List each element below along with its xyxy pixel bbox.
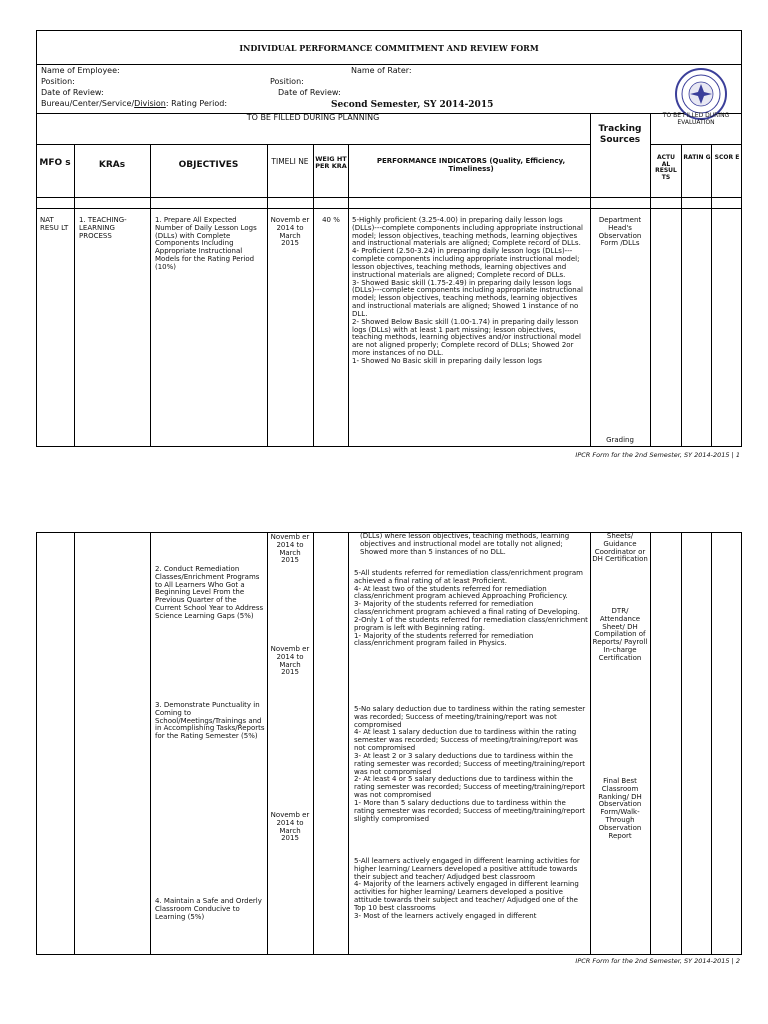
tracking-continued: Sheets/ Guidance Coordinator or DH Certification <box>592 532 648 564</box>
timeline-obj3: Novemb er 2014 to March 2015 <box>270 645 310 677</box>
indicators-obj4 <box>354 858 588 921</box>
employee-label: Name of Employee: <box>41 66 120 75</box>
col-timeline: TIMELI NE <box>271 157 309 166</box>
timeline-cell: Novemb er 2014 to March 2015 <box>270 216 310 248</box>
indicator-2: 2- At least 4 or 5 salary deductions due to tardiness within the rating semester was recorded; Success of meeting/training/report was not compromised <box>354 775 586 800</box>
objective-cell: 1. Prepare All Expected Number of Daily Lesson Logs (DLLs) with Complete Components Including Appropriate Instructional Models for the Rating Period (10%) <box>155 216 257 271</box>
planning-label: TO BE FILLED DURING PLANNING <box>246 113 380 122</box>
indicator-4: 4- At least two of the students referred for remediation class/enrichment program achieved Approaching Proficiency. <box>354 584 568 601</box>
tracking-obj2: DTR/ Attendance Sheet/ DH Compilation of Reports/ Payroll In-charge Certification <box>592 607 648 662</box>
indicator-1: 1- Showed No Basic skill in preparing daily lesson logs <box>352 356 542 365</box>
rater-label: Name of Rater: <box>351 66 412 75</box>
col-score: SCOR E <box>714 154 740 161</box>
objective-2: 2. Conduct Remediation Classes/Enrichment Programs to All Learners Who Got a Beginning Level From the Previous Quarter of the Current School Year to Address Science Learning Gaps (5%) <box>155 565 264 620</box>
indicator-5: 5-All learners actively engaged in different learning activities for higher learning/ Learners developed a positive attitude towards their subject and teacher/ Adjudged best classroom <box>354 857 580 881</box>
bureau-label <box>41 100 227 109</box>
indicator-5: 5-No salary deduction due to tardiness within the rating semester was recorded; Success of meeting/training/report was not compromised <box>354 705 586 729</box>
tracking-obj3: Final Best Classroom Ranking/ DH Observation Form/Walk-Through Observation Report <box>598 777 642 840</box>
col-mfo: MFO s <box>39 158 71 168</box>
tracking-sources-label: Tracking Sources <box>598 124 642 146</box>
rating-period: Second Semester, SY 2014-2015 <box>331 100 494 110</box>
indicator-3: 3- At least 2 or 3 salary deductions due to tardiness within the rating semester was recorded; Success of meeting/training/report was not compromised <box>354 751 586 776</box>
indicators-cell <box>352 217 588 366</box>
indicators-obj3 <box>354 706 588 823</box>
rater-position-label: Position: <box>270 77 304 86</box>
kra-cell: 1. TEACHING-LEARNING PROCESS <box>79 216 127 240</box>
indicators-obj2 <box>354 570 588 648</box>
rater-date-review-label: Date of Review: <box>278 88 341 97</box>
weight-cell: 40 % <box>322 216 340 224</box>
timeline-obj2: Novemb er 2014 to March 2015 <box>270 533 310 565</box>
date-review-label: Date of Review: <box>41 88 104 97</box>
objective-4: 4. Maintain a Safe and Orderly Classroom Conducive to Learning (5%) <box>155 897 262 921</box>
indicator-2: 2- Showed Below Basic skill (1.00-1.74) in preparing daily lesson logs (DLLs) with at least 1 part missing; lesson objectives, teaching methods, learning objectives and/or instructional model are not aligned properly; Complete record of DLLs; Showed 2or more instances of no DLL. <box>352 317 581 358</box>
col-objectives: OBJECTIVES <box>178 160 239 170</box>
tracking-cell-cont: Grading <box>606 436 634 444</box>
indicator-3: 3- Most of the learners actively engaged in different <box>354 911 537 920</box>
indicator-1: 1- More than 5 salary deductions due to tardiness within the rating semester was recorded; Success of meeting/training/report slightly compromised <box>354 798 586 823</box>
indicator-5: 5-Highly proficient (3.25-4.00) in preparing daily lesson logs (DLLs)---complete components including appropriate instructional model; lesson objectives, teaching methods, learning objectives and instructional materials are aligned; Complete record of DLLs. <box>352 216 583 248</box>
indicator-2: 2-Only 1 of the students referred for remediation class/enrichment program is left with Beginning rating. <box>354 615 588 632</box>
col-rating: RATIN G <box>683 154 711 161</box>
bureau-prefix: Bureau/Center/Service/ <box>41 99 135 108</box>
objective-3: 3. Demonstrate Punctuality in Coming to School/Meetings/Trainings and in Accomplishing Tasks/Reports for the Rating Semester (5%) <box>155 701 265 741</box>
mfo-cell: NAT RESU LT <box>40 216 69 232</box>
col-kras: KRAs <box>98 160 126 170</box>
form-title: INDIVIDUAL PERFORMANCE COMMITMENT AND REVIEW FORM <box>239 43 539 53</box>
col-weight: WEIG HT PER KRA <box>315 155 347 171</box>
indicator-4: 4- Proficient (2.50-3.24) in preparing daily lesson logs (DLLs)---complete components including appropriate instructional model; lesson objectives, teaching methods, learning objectives and instructional materials are aligned; Complete record of DLLs. <box>352 247 580 279</box>
col-indicators: PERFORMANCE INDICATORS (Quality, Efficiency, Timeliness) <box>376 157 566 173</box>
seal-emblem-icon <box>677 70 725 118</box>
bureau-division: Division <box>134 99 166 108</box>
tracking-cell: Department Head's Observation Form /DLLs <box>598 216 642 248</box>
position-label: Position: <box>41 77 75 86</box>
indicator-3: 3- Showed Basic skill (1.75-2.49) in preparing daily lesson logs (DLLs)---complete components including appropriate instructional model; lesson objectives, teaching methods, learning objectives and instructional materials are aligned; Showed 1 instance of no DLL. <box>352 278 583 318</box>
bureau-suffix: : Rating Period: <box>165 99 228 108</box>
indicator-4: 4- At least 1 salary deduction due to tardiness within the rating semester was recorded; Success of meeting/training/report was not compromised <box>354 728 578 753</box>
page-gap <box>0 470 768 522</box>
page-1 <box>0 0 768 470</box>
indicators-continued: (DLLs) where lesson objectives, teaching methods, learning objectives and instructional model are totally not aligned; Showed more than 5 instances of no DLL. <box>360 532 570 556</box>
page-footer-1: IPCR Form for the 2nd Semester, SY 2014-2015 | 1 <box>575 451 740 459</box>
indicator-5: 5-All students referred for remediation class/enrichment program achieved a final rating of at least Proficient. <box>354 569 583 585</box>
indicator-3: 3- Majority of the students referred for remediation class/enrichment program achieved a final rating of Developing. <box>354 600 580 617</box>
col-actual: ACTU AL RESUL TS <box>655 154 677 182</box>
indicator-1: 1- Majority of the students referred for remediation class/enrichment program failed in Physics. <box>354 631 534 648</box>
evaluation-label: TO BE FILLED DURING EVALUATION <box>662 112 730 126</box>
page-2 <box>0 522 768 1024</box>
indicator-4: 4- Majority of the learners actively engaged in different learning activities for higher learning/ Learners developed a positive attitude towards their subject and teacher/ Adjudged one of the Top 10 best classrooms <box>354 880 579 912</box>
page-footer-2: IPCR Form for the 2nd Semester, SY 2014-2015 | 2 <box>575 957 740 965</box>
timeline-obj4: Novemb er 2014 to March 2015 <box>270 811 310 843</box>
